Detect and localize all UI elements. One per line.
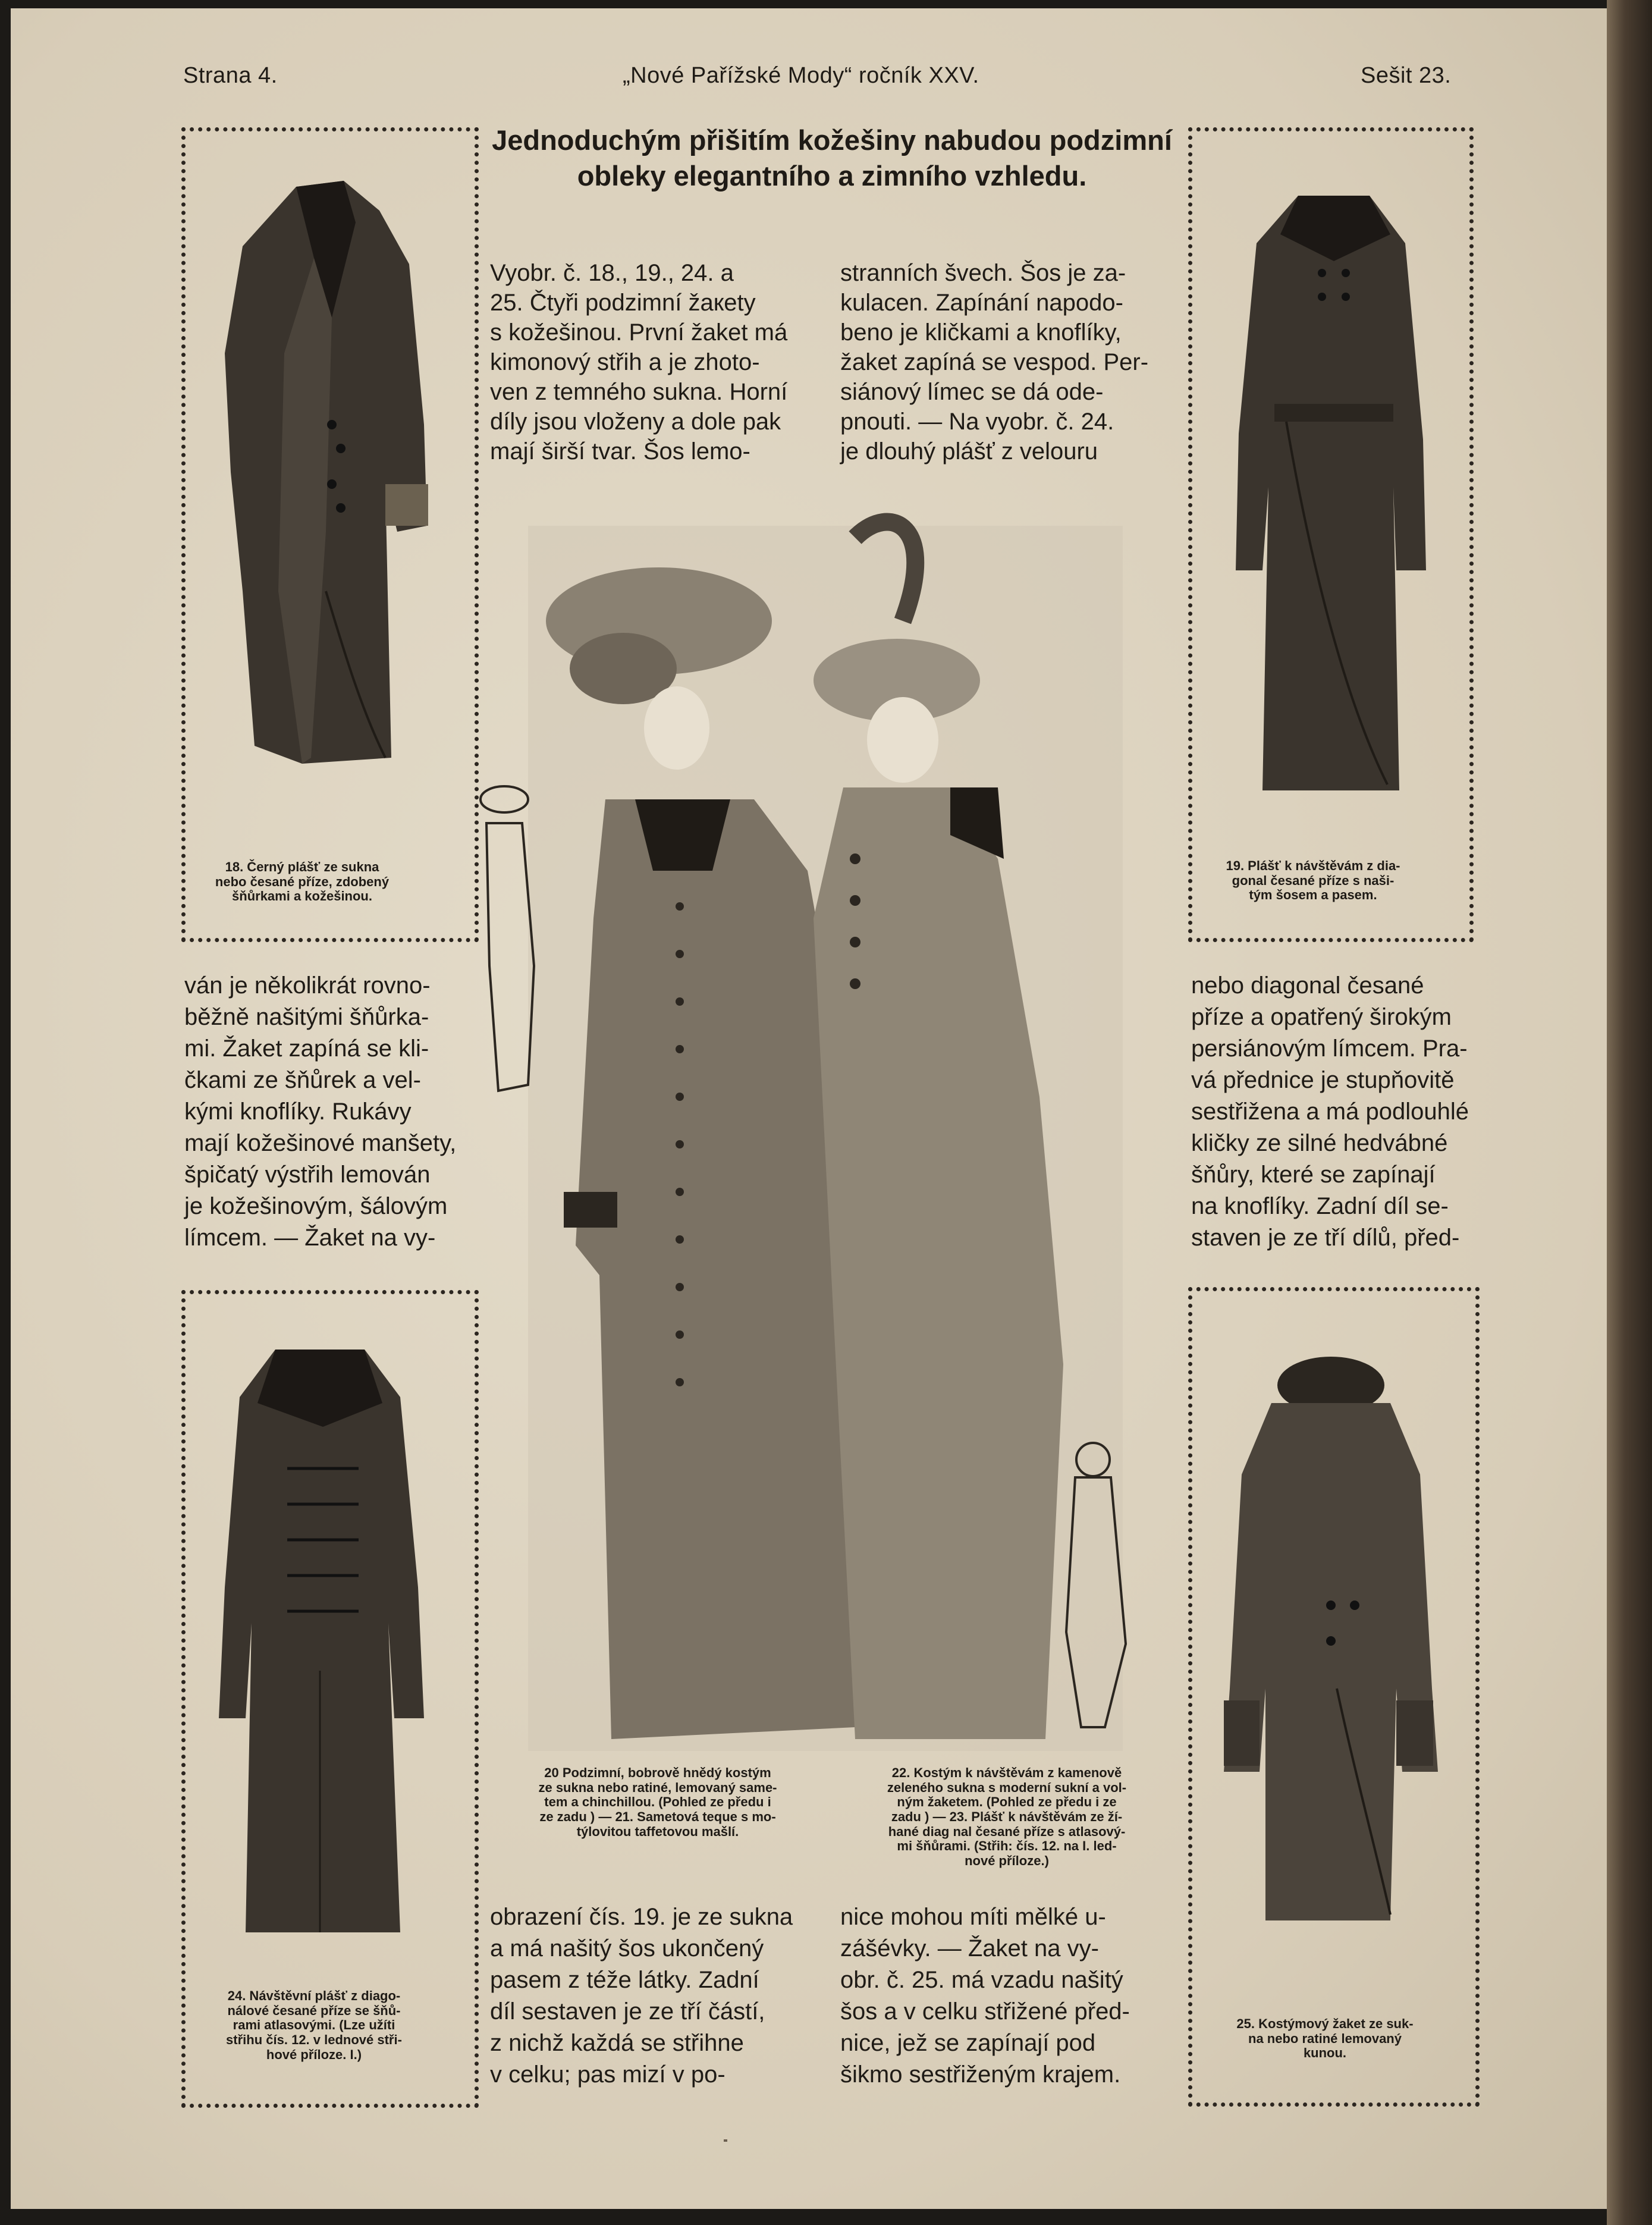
two-women-costumes-illustration [475,502,1176,1769]
issue-number: Sešit 23. [1361,63,1452,88]
caption-line: gonal česané příze s naši- [1232,873,1395,888]
figure-18-caption [189,860,415,904]
caption-line: tým šosem a pasem. [1249,887,1377,903]
visiting-coat-braided-illustration [210,1338,442,1938]
text-line: díl sestaven je ze tří částí, [490,1998,765,2025]
text-line: 25. Čtyři podzimní žaкety [490,290,756,316]
figure-22-caption [846,1766,1167,1868]
caption-line: 22. Kostým k návštěvám z kamenově [891,1765,1122,1780]
text-line: kými knoflíky. Rukávy [184,1099,412,1125]
text-line: a má našitý šos ukončený [490,1935,764,1962]
text-line: v celku; pas mizí v po- [490,2061,726,2088]
text-column-bottom-left [490,1901,823,2091]
text-line: obrazení čís. 19. je ze sukna [490,1904,793,1930]
caption-line: zadu ) — 23. Plášť k návštěvám ze ží- [891,1809,1123,1824]
caption-line: týlovitou taffetovou mašlí. [576,1824,739,1839]
text-line: nice, jež se zapínají pod [840,2030,1096,2056]
caption-line: 20 Podzimní, bobrově hnědý kostým [544,1765,771,1780]
text-column-top-right [840,258,1161,466]
caption-line: nálové česané příze se šňů- [227,2003,401,2018]
text-line: kimonový střih a je zhoto- [490,349,760,375]
text-line: čkami ze šňůrek a vel- [184,1067,421,1093]
caption-line: nebo česané příze, zdobený [215,874,390,889]
text-line: pnouti. — Na vyobr. č. 24. [840,409,1114,435]
caption-line: hové příloze. I.) [266,2047,362,2062]
visiting-coat-illustration [1221,178,1447,796]
text-line: špičatý výstřih lemován [184,1162,431,1188]
text-line: šikmo sestřiženým krajem. [840,2061,1121,2088]
caption-line: šňůrkami a kožešinou. [232,889,372,904]
caption-line: ze zadu ) — 21. Sametová teque s mo- [539,1809,776,1824]
text-column-left [184,970,470,1254]
text-line: vá přednice je stupňovitě [1191,1067,1455,1093]
text-line: je kožešinovým, šálovým [184,1193,448,1219]
publication-title: „Nové Pařížské Mody“ ročník XXV. [623,63,979,88]
caption-line: 25. Kostýmový žaket ze suk- [1236,2016,1414,2031]
text-line: díly jsou vloženy a dole pak [490,409,781,435]
caption-line: ným žaketem. (Pohled ze předu i ze [897,1794,1117,1810]
magazine-page [11,8,1607,2209]
text-line: sestřižena a má podlouhlé [1191,1099,1469,1125]
text-line: nice mohou míti mělké u- [840,1904,1106,1930]
headline-line-1: Jednoduchým přišitím kožešiny nabudou podzimní [492,124,1172,156]
figure-20-caption [497,1766,818,1839]
text-line: beno je kličkami a knoflíky, [840,319,1122,346]
text-line: kulacen. Zapínání napodo- [840,290,1123,316]
text-line: příze a opatřený širokým [1191,1004,1452,1030]
text-line: žaket zapíná se vespod. Per- [840,349,1149,375]
text-line: obr. č. 25. má vzadu našitý [840,1967,1123,1993]
text-line: stranních švech. Šos je za- [840,260,1126,286]
text-line: zášévky. — Žaket na vy- [840,1935,1099,1962]
book-spine [1607,0,1652,2225]
text-column-top-left [490,258,811,466]
text-line: šňůry, které se zapínají [1191,1162,1436,1188]
headline-line-2: obleky elegantního a zimního vzhledu. [577,160,1087,192]
black-coat-illustration [207,175,445,764]
caption-line: na nebo ratiné lemovaný [1248,2031,1402,2046]
text-line: staven je ze tří dílů, před- [1191,1225,1460,1251]
text-line: šos a v celku střižené před- [840,1998,1130,2025]
caption-line: 24. Návštěvní plášť z diago- [227,1988,401,2003]
caption-line: zeleného sukna s moderní sukní a vol- [887,1780,1127,1795]
text-line: mají širší tvar. Šos lemo- [490,438,750,465]
text-line: kličky ze silné hedvábné [1191,1130,1448,1156]
text-line: persiánovým límcem. Pra- [1191,1035,1468,1062]
text-line: na knoflíky. Zadní díl se- [1191,1193,1449,1219]
text-line: Vyobr. č. 18., 19., 24. a [490,260,734,286]
caption-line: hané diag nal česané příze s atlasový- [888,1824,1126,1839]
page-mark [724,2139,727,2142]
caption-line: střihu čís. 12. v lednové stři- [226,2032,402,2047]
text-line: s kožešinou. První žaket má [490,319,788,346]
text-line: límcem. — Žaket na vy- [184,1225,436,1251]
caption-line: kunou. [1303,2045,1347,2061]
figure-24-caption [189,1989,439,2062]
caption-line: ze sukna nebo ratiné, lemovaný same- [538,1780,777,1795]
text-line: mi. Žaket zapíná se kli- [184,1035,429,1062]
caption-line: tem a chinchillou. (Pohled ze předu i [544,1794,771,1810]
text-line: siánový límec se dá ode- [840,379,1104,405]
caption-line: mi šňůrami. (Střih: čís. 12. na I. led- [897,1838,1117,1854]
caption-line: nové příloze.) [965,1853,1049,1868]
text-line: nebo diagonal česané [1191,972,1424,999]
text-line: ven z temného sukna. Horní [490,379,788,405]
caption-line: 19. Plášť k návštěvám z dia- [1226,858,1400,873]
text-line: mají kožešinové manšety, [184,1130,457,1156]
text-line: je dlouhý plášť z velouru [840,438,1098,465]
text-line: ván je několikrát rovno- [184,972,431,999]
fur-collar-jacket-illustration [1218,1355,1450,1926]
text-line: pasem z téže látky. Zadní [490,1967,759,1993]
figure-19-caption [1200,859,1426,903]
article-headline [490,123,1174,194]
text-column-right [1191,970,1477,1254]
text-column-bottom-right [840,1901,1173,2091]
figure-25-caption [1200,2017,1450,2061]
text-line: z nichž každá se střihne [490,2030,744,2056]
caption-line: 18. Černý plášť ze sukna [225,859,379,874]
caption-line: rami atlasovými. (Lze užíti [233,2017,395,2033]
page-number: Strana 4. [183,63,278,88]
text-line: běžně našitými šňůrka- [184,1004,429,1030]
